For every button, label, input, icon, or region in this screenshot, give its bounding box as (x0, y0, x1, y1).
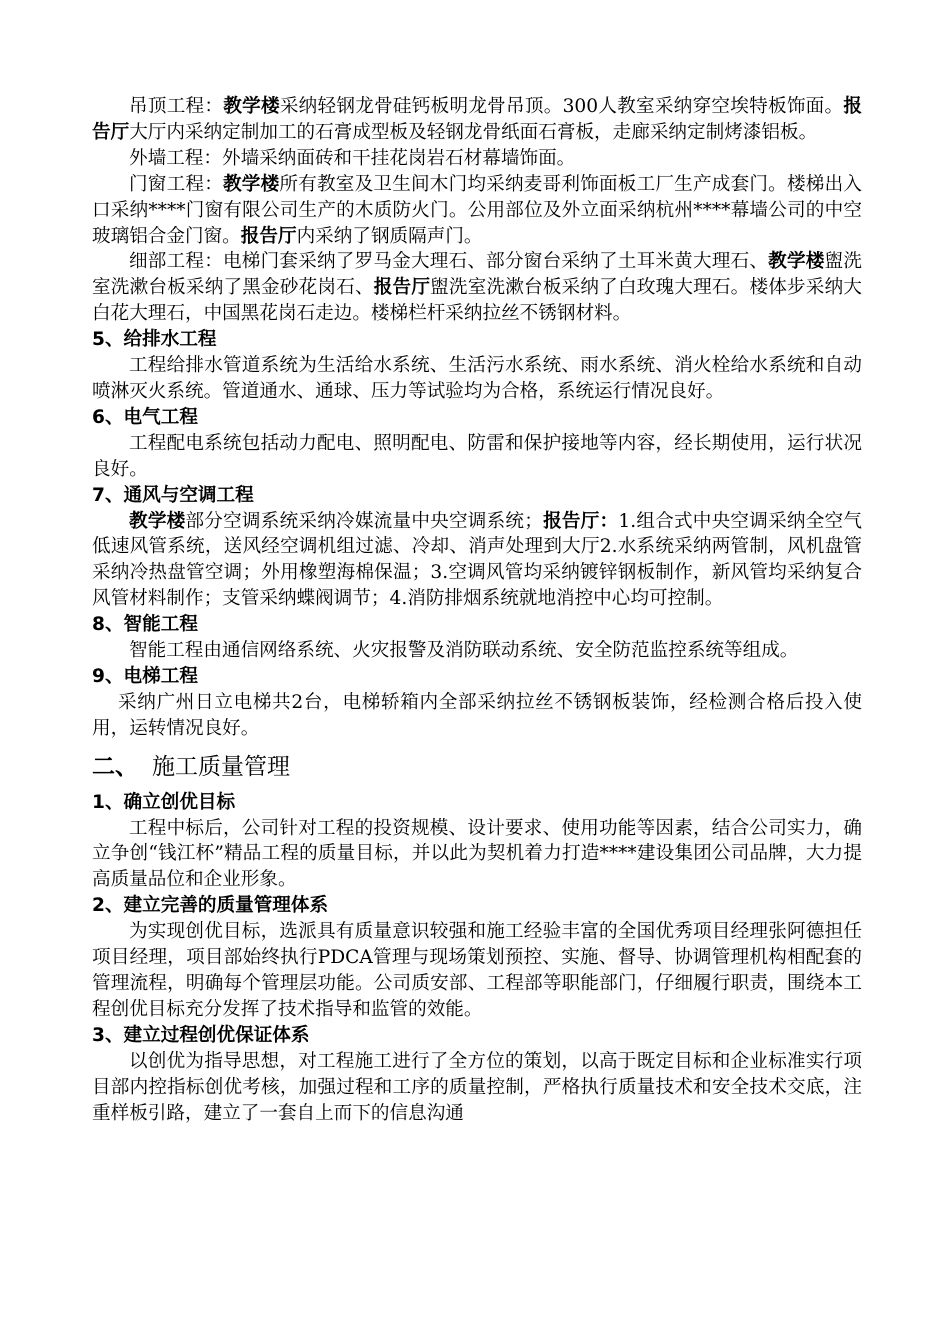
details-text-2: 盥洗室洗漱台板采纳了黑金砂花岗石、 (92, 251, 862, 299)
doors-paragraph (92, 172, 862, 250)
doors-bold-lecture-hall: 报告厅 (240, 225, 297, 247)
section-6-text: 工程配电系统包括动力配电、照明配电、防雷和保护接地等内容，经长期使用，运行状况良好。 (92, 432, 862, 480)
ceiling-text-2: 大厅内采纳定制加工的石膏成型板及轻钢龙骨纸面石膏板，走廊采纳定制烤漆铝板。 (129, 121, 818, 143)
section-7-heading: 7、通风与空调工程 (92, 484, 254, 506)
section-6-heading: 6、电气工程 (92, 406, 198, 428)
details-paragraph (92, 249, 862, 327)
section-8-text: 智能工程由通信网络系统、火灾报警及消防联动系统、安全防范监控系统等组成。 (129, 640, 799, 662)
doors-text-1: 所有教室及卫生间木门均采纳麦哥利饰面板工厂生产成套门。楼梯出入口采纳****门窗有限公司生产的木质防火门。公用部位及外立面采纳杭州****幕墙公司的中空玻璃铝合金门窗。 (92, 173, 862, 247)
ceiling-label: 吊顶工程： (129, 96, 224, 117)
section-9-text: 采纳广州日立电梯共2台，电梯轿箱内全部采纳拉丝不锈钢板装饰，经检测合格后投入使用，运转情况良好。 (92, 691, 862, 739)
details-bold-lecture-hall: 报告厅 (373, 277, 431, 299)
hvac-bold-lecture-hall: 报告厅： (542, 510, 619, 532)
section-8-heading: 8、智能工程 (92, 614, 198, 636)
document-page (92, 94, 862, 1126)
section-5-text: 工程给排水管道系统为生活给水系统、生活污水系统、雨水系统、消火栓给水系统和自动喷淋灭火系统。管道通水、通球、压力等试验均为合格，系统运行情况良好。 (92, 355, 862, 402)
part-2-heading (92, 752, 862, 782)
ceiling-text-1: 采纳轻钢龙骨硅钙板明龙骨吊顶。300人教室采纳穿空埃特板饰面。 (279, 96, 844, 117)
wall-paragraph: 外墙工程：外墙采纳面砖和干挂花岗岩石材幕墙饰面。 (129, 147, 576, 169)
part-2-number: 二、 (92, 753, 138, 780)
quality-1-heading: 1、确立创优目标 (92, 791, 236, 813)
ceiling-bold-lecture-hall: 报告厅 (92, 96, 862, 143)
section-5-heading: 5、给排水工程 (92, 329, 217, 351)
hvac-bold-teaching-building: 教学楼 (129, 510, 186, 532)
section-9-heading: 9、电梯工程 (92, 665, 198, 687)
part-2-title: 施工质量管理 (152, 753, 290, 780)
section-7-paragraph (92, 509, 862, 613)
ceiling-bold-teaching-building: 教学楼 (223, 96, 280, 117)
doors-bold-teaching-building: 教学楼 (223, 173, 280, 195)
details-text-1: 细部工程：电梯门套采纳了罗马金大理石、部分窗台采纳了土耳米黄大理石、 (129, 251, 769, 273)
details-bold-teaching-building: 教学楼 (768, 251, 825, 273)
quality-2-heading: 2、建立完善的质量管理体系 (92, 895, 329, 917)
hvac-text-1: 部分空调系统采纳冷媒流量中央空调系统； (185, 510, 543, 532)
hvac-text-2: 1.组合式中央空调采纳全空气低速风管系统，送风经空调机组过滤、冷却、消声处理到大厅2.水系统采纳两管制，风机盘管采纳冷热盘管空调；外用橡塑海棉保温；3.空调风管均采纳镀锌钢板制作，新风管均采纳复合风管材料制作；支管采纳蝶阀调节；4.消防排烟系统就地消控中心均可控制。 (92, 510, 862, 610)
doors-label: 门窗工程： (129, 173, 223, 195)
quality-2-text: 为实现创优目标，选派具有质量意识较强和施工经验丰富的全国优秀项目经理张阿德担任项目经理，项目部始终执行PDCA管理与现场策划预控、实施、督导、协调管理机构相配套的管理流程，明确每个管理层功能。公司质安部、工程部等职能部门，仔细履行职责，围绕本工程创优目标充分发挥了技术指导和监管的效能。 (92, 921, 862, 1020)
quality-1-text: 工程中标后，公司针对工程的投资规模、设计要求、使用功能等因素，结合公司实力，确立争创“钱江杯”精品工程的质量目标，并以此为契机着力打造****建设集团公司品牌，大力提高质量品位和企业形象。 (92, 817, 862, 891)
quality-3-heading: 3、建立过程创优保证体系 (92, 1024, 310, 1046)
details-text-3: 盥洗室洗漱台板采纳了白玫瑰大理石。楼体步采纳大白花大理石，中国黑花岗石走边。楼梯栏杆采纳拉丝不锈钢材料。 (92, 277, 862, 325)
quality-3-text: 以创优为指导思想，对工程施工进行了全方位的策划，以高于既定目标和企业标准实行项目部内控指标创优考核，加强过程和工序的质量控制，严格执行质量技术和安全技术交底，注重样板引路，建立了一套自上而下的信息沟通 (92, 1050, 862, 1124)
ceiling-paragraph (92, 94, 862, 146)
doors-text-2: 内采纳了钢质隔声门。 (296, 225, 483, 247)
